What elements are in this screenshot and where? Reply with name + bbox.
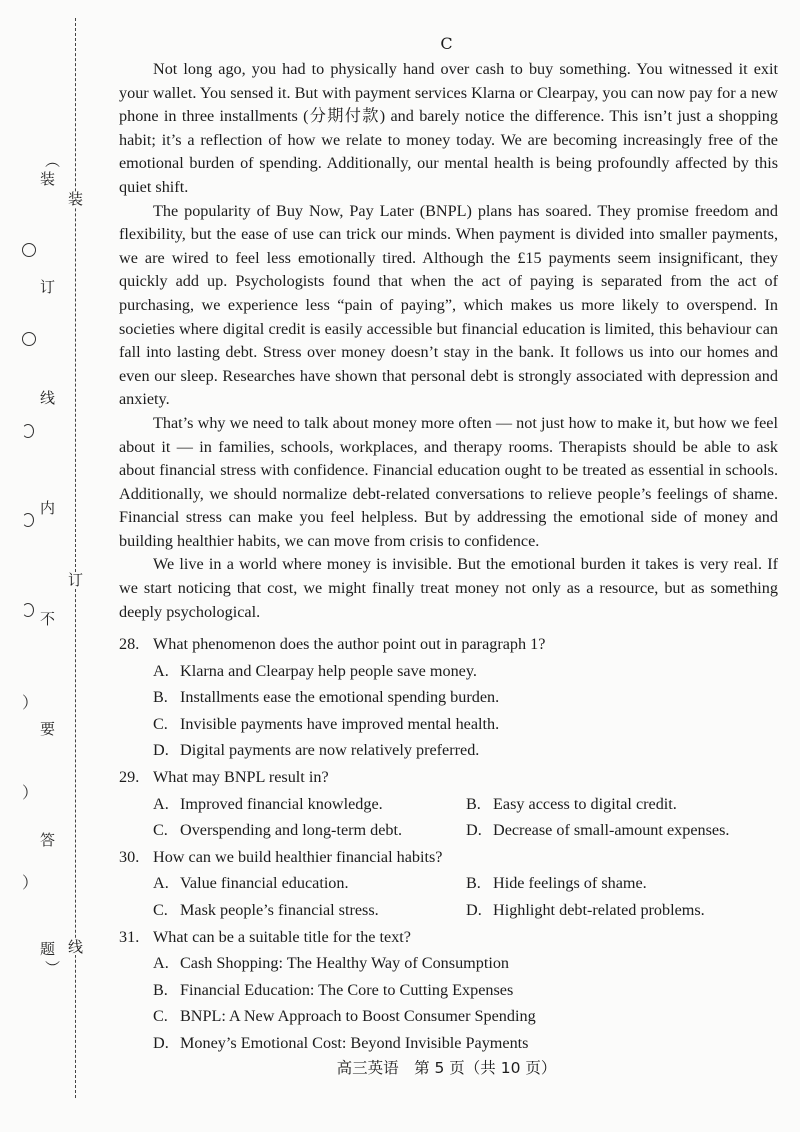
paragraph-4: We live in a world where money is invisible. But the emotional burden it takes is very real. If we start noticing that cost, we might finally treat money not only as a resource, but as something deeply psychological.: [119, 555, 778, 621]
margin-label-nei: 内: [40, 499, 56, 517]
margin-label-ti: 题: [40, 940, 56, 958]
option-b[interactable]: B. Installments ease the emotional spending burden.: [153, 688, 500, 707]
binding-paren-mark: ）: [22, 783, 39, 802]
option-b[interactable]: B. Hide feelings of shame.: [466, 874, 647, 893]
dashed-label-xian: 线: [68, 938, 84, 956]
question-31: [119, 924, 779, 1057]
paragraph-3: That’s why we need to talk about money more often — not just how to make it, but how we feel about it — in families, schools, workplaces, and therapy rooms. Therapists should be able to ask about financial stress with confidence. Financial education ought to be treated as essential in schools. Additionally, we should normalize debt-related conversations to relieve people’s feelings of shame. Financial stress can make you feel helpless. But by addressing the emotional side of money and building healthier habits, we can move from crisis to confidence.: [119, 413, 778, 550]
margin-label-ding: 订: [40, 278, 56, 296]
page-footer: 高三英语 第 5 页（共 10 页）: [336, 1059, 557, 1077]
binding-dashed-line: [75, 18, 76, 1098]
option-b[interactable]: B. Easy access to digital credit.: [466, 794, 677, 813]
option-a[interactable]: A. Improved financial knowledge.: [153, 794, 383, 813]
question-number: 29.: [119, 767, 140, 786]
option-row: [119, 870, 779, 897]
paragraph-2: The popularity of Buy Now, Pay Later (BNPL) plans has soared. They promise freedom and flexibility, but the ease of use can trick our minds. When payment is divided into smaller payments, we are wired to feel less emotionally tired. Although the £15 payments seem insignificant, they quickly add up. Psychologists found that when the act of paying is separated from the act of purchasing, we experience less “pain of paying”, which makes us more likely to overspend. In societies where digital credit is easily accessible but financial education is limited, this behaviour can fall into lasting debt. Stress over money doesn’t stay in the bank. It follows us into our homes and even our sleep. Researches have shown that personal debt is strongly associated with depression and anxiety.: [119, 201, 778, 409]
margin-label-da: 答: [40, 831, 56, 849]
question-stem: [119, 764, 779, 791]
question-number: 28.: [119, 635, 140, 653]
question-number: 30.: [119, 847, 140, 866]
option-a[interactable]: A. Klarna and Clearpay help people save money.: [153, 661, 477, 680]
option-a[interactable]: A. Cash Shopping: The Healthy Way of Consumption: [153, 954, 510, 973]
paragraph-1: Not long ago, you had to physically hand over cash to buy something. You witnessed it exit your wallet. You sensed it. But with payment services Klarna or Clearpay, you can now pay for a new phone in three installments (分期付款) and barely notice the difference. This isn’t just a shopping habit; it’s a reflection of how we relate to money today. We are becoming increasingly free of the emotional burden of spending. Additionally, our mental health is being profoundly affected by this quiet shift.: [119, 60, 778, 196]
question-list: [119, 631, 779, 1057]
binding-paren-mark: ）: [22, 693, 39, 712]
question-text: How can we build healthier financial habits?: [153, 847, 443, 866]
dashed-label-zhuang: 装: [68, 190, 84, 208]
question-stem: [119, 924, 779, 951]
binding-hole-circle: [22, 332, 36, 346]
question-text: What can be a suitable title for the text?: [153, 927, 411, 946]
option-a[interactable]: A. Value financial education.: [153, 874, 349, 893]
section-letter: C: [440, 34, 453, 53]
option-d[interactable]: D. Digital payments are now relatively preferred.: [153, 741, 480, 760]
binding-paren-mark: ）: [22, 873, 39, 892]
binding-hole-circle: [22, 243, 36, 257]
margin-label-xian: 线: [40, 389, 56, 407]
question-text: What phenomenon does the author point out in paragraph 1?: [153, 635, 546, 653]
option-d[interactable]: D. Money’s Emotional Cost: Beyond Invisible Payments: [153, 1033, 529, 1052]
dashed-label-ding: 订: [68, 571, 84, 589]
margin-label-zhuang: 装: [40, 170, 56, 188]
option-c[interactable]: C. BNPL: A New Approach to Boost Consumer Spending: [153, 1007, 536, 1026]
margin-open-paren: （: [43, 152, 62, 169]
option-d[interactable]: D. Highlight debt-related problems.: [466, 900, 705, 919]
option-d[interactable]: D. Decrease of small-amount expenses.: [466, 821, 730, 840]
binding-hole-arc: [22, 424, 34, 438]
question-29: [119, 764, 779, 844]
question-28: [119, 631, 779, 764]
question-text: What may BNPL result in?: [153, 767, 329, 786]
option-row: [119, 817, 779, 844]
question-30: [119, 844, 779, 924]
option-c[interactable]: C. Mask people’s financial stress.: [153, 900, 379, 919]
margin-close-paren: ）: [43, 959, 62, 976]
option-b[interactable]: B. Financial Education: The Core to Cutting Expenses: [153, 980, 514, 999]
margin-label-bu: 不: [40, 610, 56, 628]
reading-passage: [119, 58, 778, 624]
option-c[interactable]: C. Overspending and long-term debt.: [153, 821, 403, 840]
question-stem: [119, 844, 779, 871]
option-row: [119, 897, 779, 924]
binding-hole-arc: [22, 513, 34, 527]
margin-label-yao: 要: [40, 720, 56, 738]
question-number: 31.: [119, 927, 140, 946]
question-stem: [119, 631, 779, 658]
option-c[interactable]: C. Invisible payments have improved mental health.: [153, 714, 500, 733]
option-row: [119, 791, 779, 818]
binding-hole-arc: [22, 603, 34, 617]
